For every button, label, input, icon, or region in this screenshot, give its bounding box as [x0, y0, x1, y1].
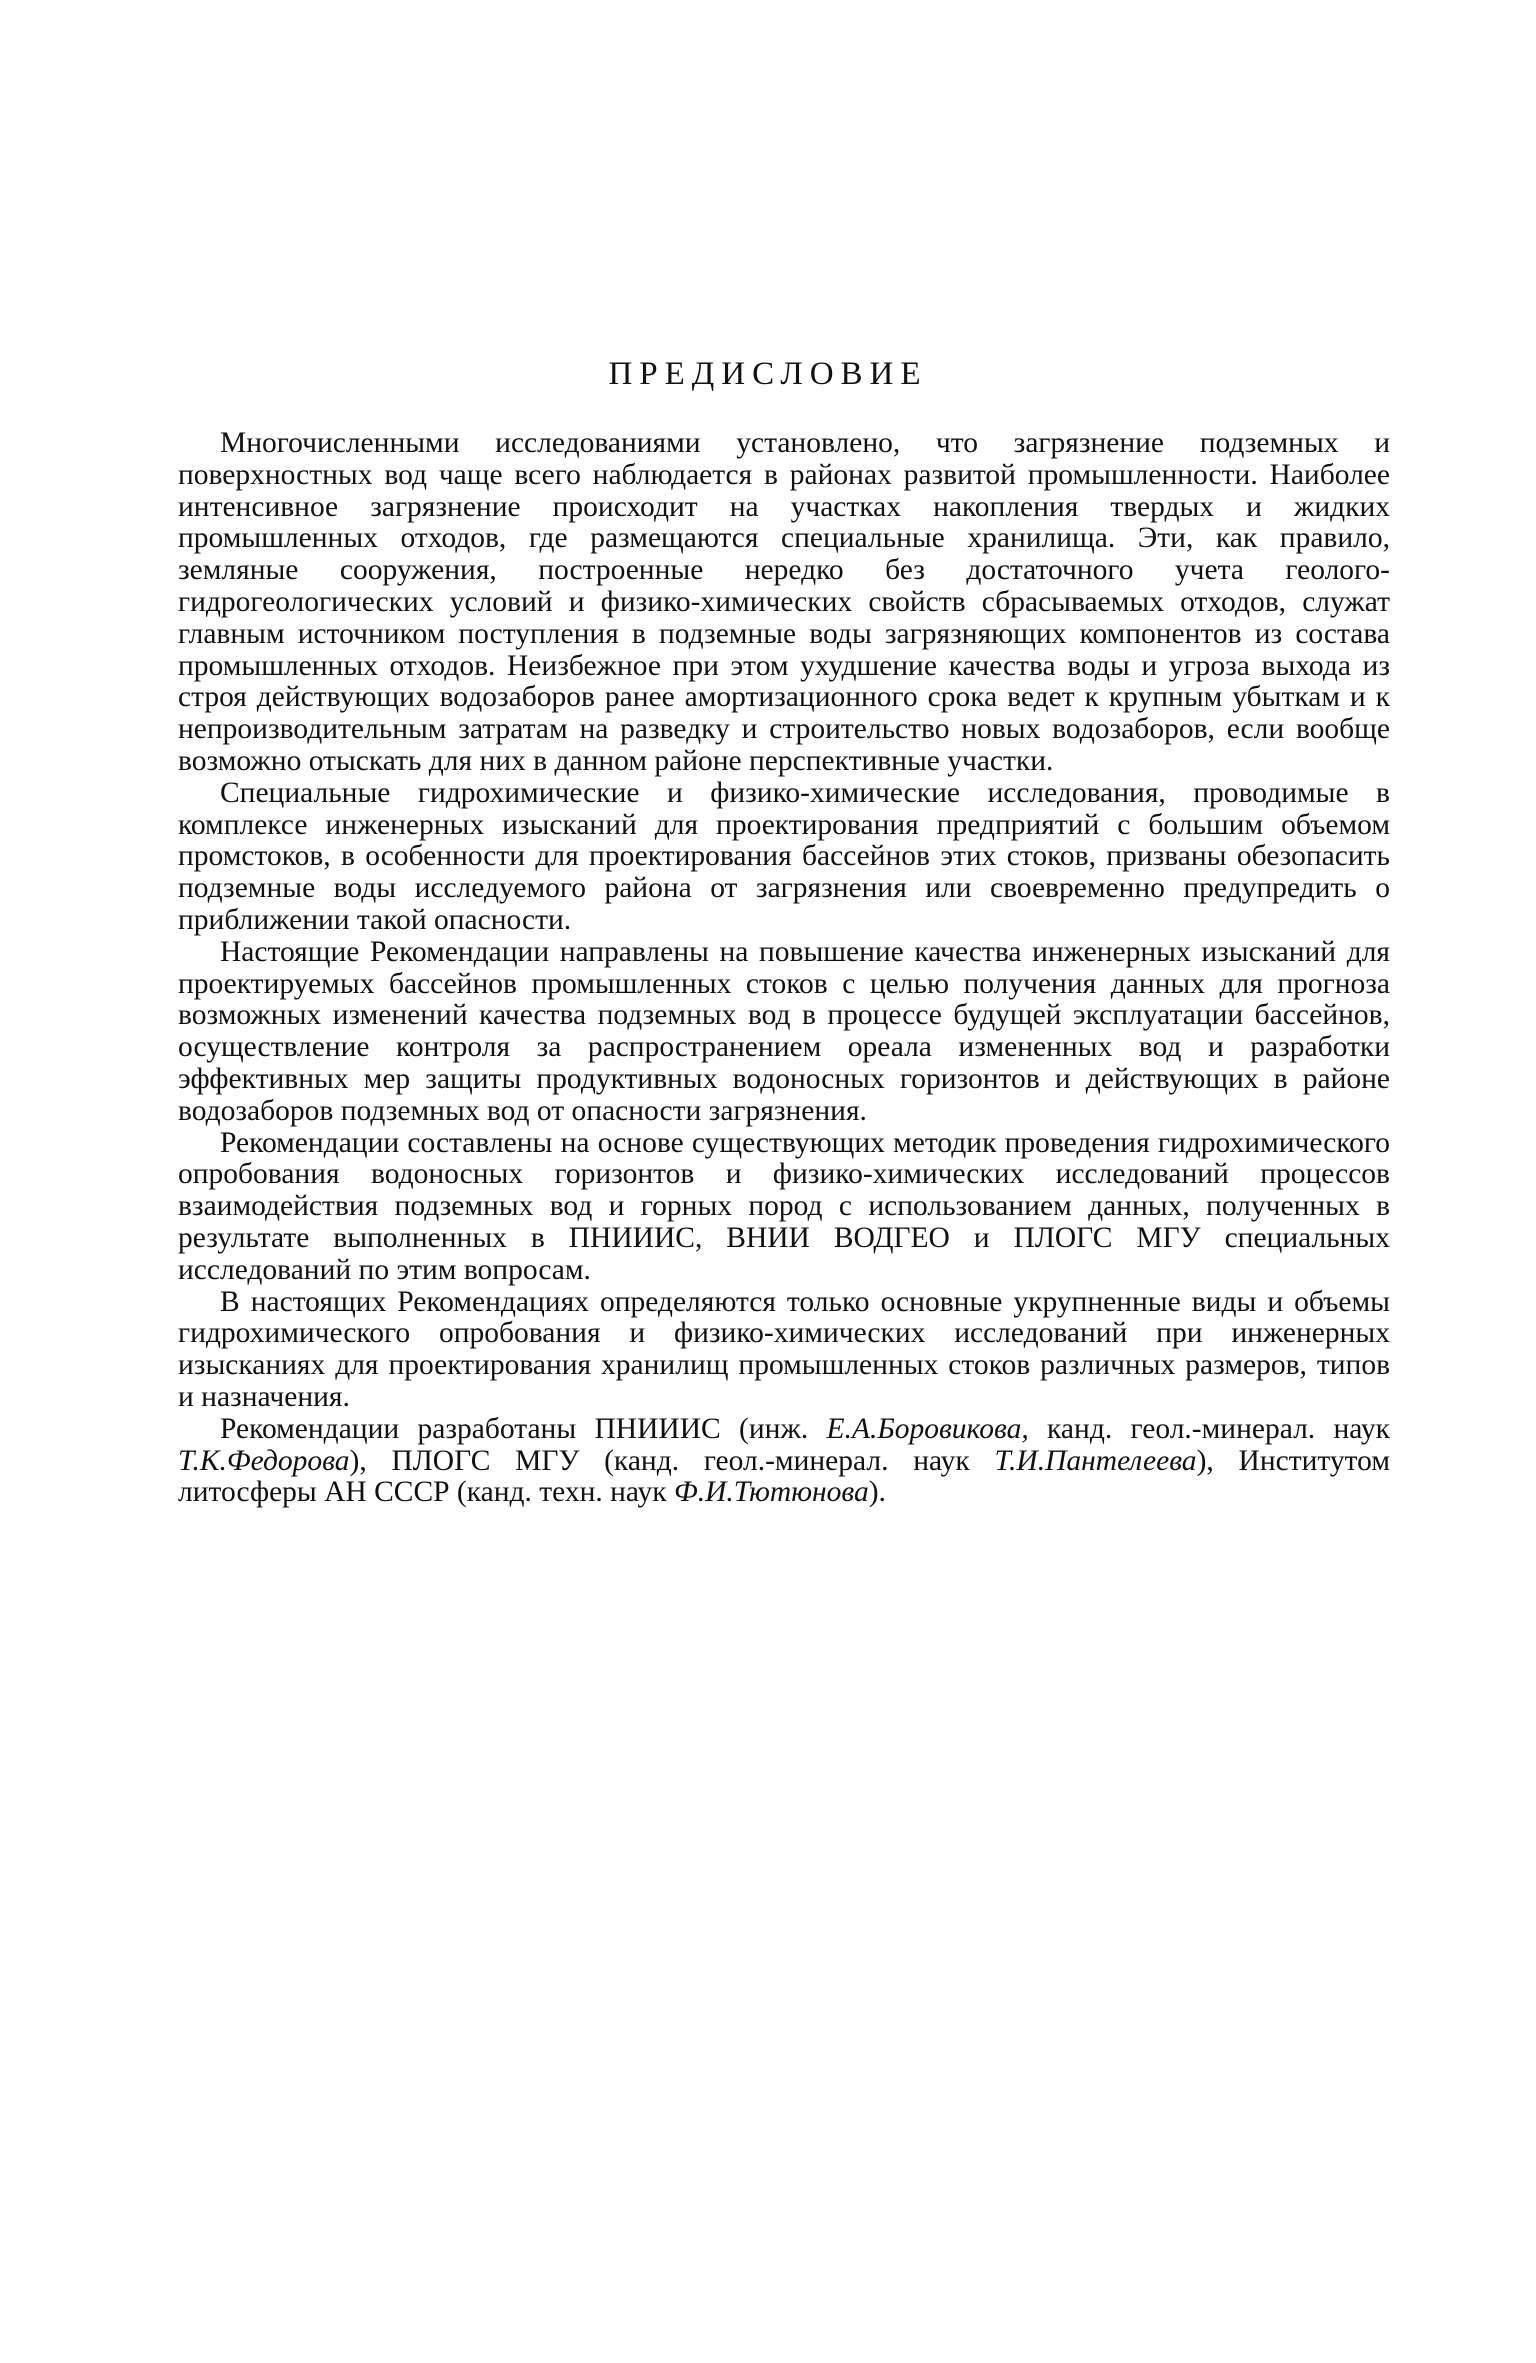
authors-end: ).: [868, 1476, 886, 1509]
author-name-1: Е.А.Боровикова,: [826, 1412, 1029, 1445]
authors-part-2: канд. геол.-минерал. наук: [1028, 1412, 1390, 1445]
author-name-2: Т.К.Федорова: [178, 1444, 350, 1477]
paragraph-intro: Многочисленными исследованиями установлено, что загрязнение подземных и поверхностных вод чаще всего наблюдается в районах развитой промышленности. Наиболее интенсивное загрязнение происходит на участках накопления твердых и жидких промышленных отходов, где размещаются специальные хранилища. Эти, как правило, земляные сооружения, построенные нередко без достаточного учета геолого-гидрогеологических условий и физико-химических свойств сбрасываемых отходов, служат главным источником поступления в подземные воды загрязняющих компонентов из состава промышленных отходов. Неизбежное при этом ухудшение качества воды и угроза выхода из строя действующих водозаборов ранее амортизационного срока ведет к крупным убыткам и к непроизводительным затратам на разведку и строительство новых водозаборов, если вообще возможно отыскать для них в данном районе перспективные участки.: [178, 427, 1390, 777]
authors-intro: Рекомендации разработаны ПНИИИС (инж.: [220, 1412, 827, 1445]
authors-part-3: ), ПЛОГС МГУ (канд. геол.-минерал. наук: [349, 1444, 995, 1477]
paragraph-studies: Специальные гидрохимические и физико-химические исследования, проводимые в комплексе инженерных изысканий для проектирования предприятий с большим объемом промстоков, в особенности для проектирования бассейнов этих стоков, призваны обезопасить подземные воды исследуемого района от загрязнения или своевременно предупредить о приближении такой опасности.: [178, 776, 1390, 936]
paragraph-authors: [178, 1414, 1390, 1509]
document-title: ПРЕДИСЛОВИЕ: [608, 356, 928, 392]
author-name-3: Т.И.Пантелеева: [994, 1444, 1197, 1477]
document-body: [178, 428, 1390, 1509]
author-name-4: Ф.И.Тютюнова: [673, 1476, 869, 1509]
paragraph-purpose: Настоящие Рекомендации направлены на повышение качества инженерных изысканий для проектируемых бассейнов промышленных стоков с целью получения данных для прогноза возможных изменений качества подземных вод в процессе будущей эксплуатации бассейнов, осуществление контроля за распространением ореала измененных вод и разработки эффективных мер защиты продуктивных водоносных горизонтов и действующих в районе водозаборов подземных вод от опасности загрязнения.: [178, 935, 1390, 1127]
authors-part-4: ), Институтом литосферы АН СССР (канд. техн. наук: [178, 1444, 1390, 1509]
paragraph-sources: Рекомендации составлены на основе существующих методик проведения гидрохимического опробования водоносных горизонтов и физико-химических исследований процессов взаимодействия подземных вод и горных пород с использованием данных, полученных в результате выполненных в ПНИИИС, ВНИИ ВОДГЕО и ПЛОГС МГУ специальных исследований по этим вопросам.: [178, 1126, 1390, 1286]
paragraph-scope: В настоящих Рекомендациях определяются только основные укрупненные виды и объемы гидрохимического опробования и физико-химических исследований при инженерных изысканиях для проектирования хранилищ промышленных стоков различных размеров, типов и назначения.: [178, 1285, 1390, 1413]
